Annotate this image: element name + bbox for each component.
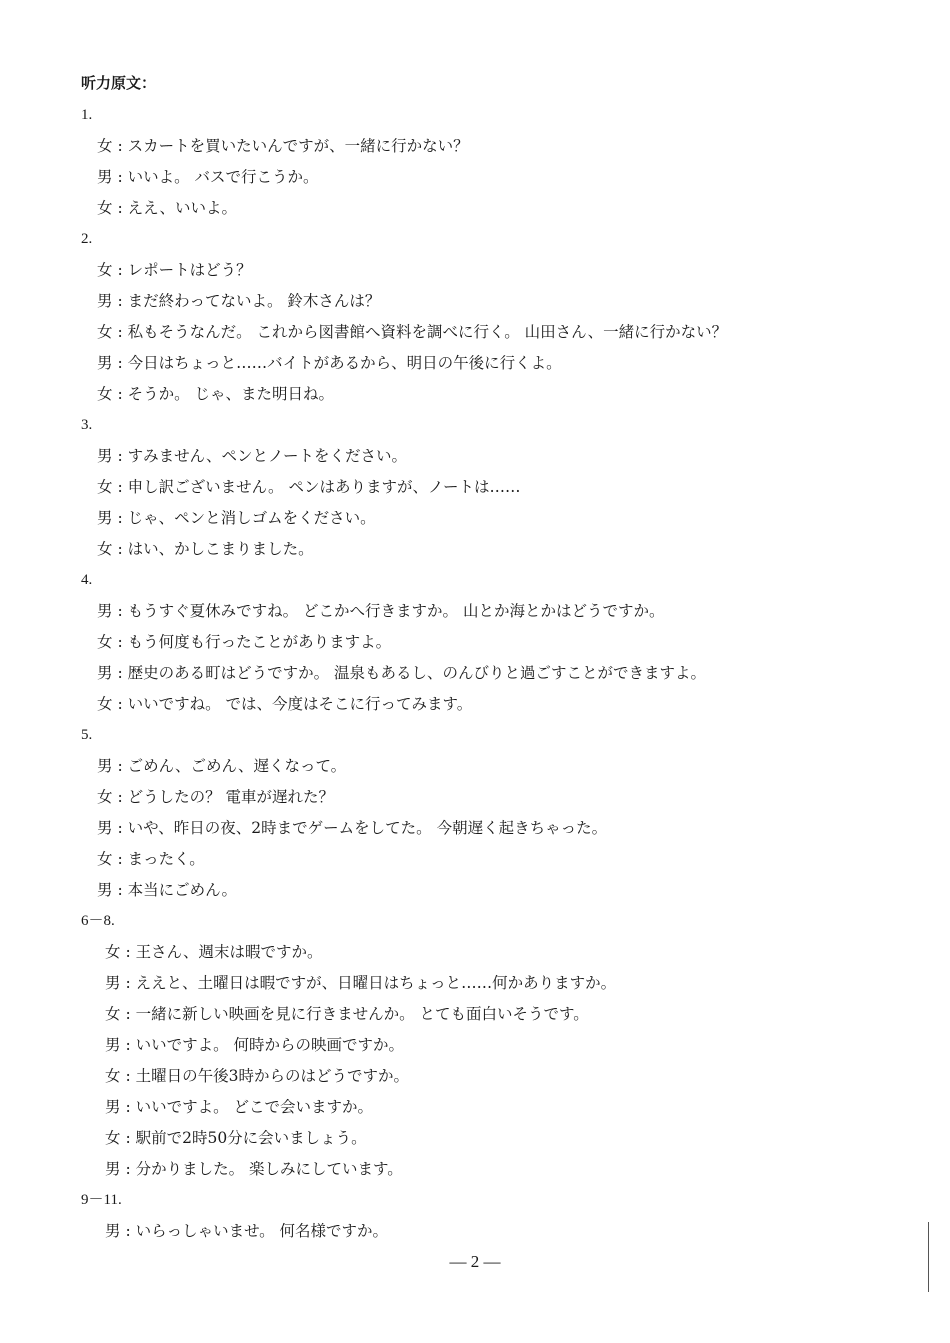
page-number: — 2 —	[449, 1252, 501, 1271]
dialogue-line	[81, 658, 921, 689]
utterance-text: そうか。 じゃ、また明日ね。	[127, 385, 335, 403]
speaker-label: 男 :	[105, 1036, 136, 1054]
dialogue-line	[81, 627, 921, 658]
speaker-label: 男 :	[97, 664, 128, 682]
dialogue-line	[81, 348, 921, 379]
dialogue-line	[81, 472, 921, 503]
speaker-label: 女 :	[97, 540, 128, 558]
speaker-label: 男 :	[97, 602, 128, 620]
utterance-text: 今日はちょっと……バイトがあるから、明日の午後に行くよ。	[127, 354, 562, 372]
utterance-text: もうすぐ夏休みですね。 どこかへ行きますか。 山とか海とかはどうですか。	[127, 602, 665, 620]
dialogue-section	[81, 720, 921, 906]
utterance-text: 土曜日の午後3時からのはどうですか。	[135, 1067, 409, 1085]
binding-margin-mark	[928, 1222, 929, 1292]
dialogue-line	[81, 131, 921, 162]
speaker-label: 女 :	[105, 1067, 136, 1085]
utterance-text: まったく。	[127, 850, 205, 868]
dialogue-line	[81, 317, 921, 348]
dialogue-line	[81, 813, 921, 844]
speaker-label: 女 :	[97, 850, 128, 868]
dialogue-section	[81, 410, 921, 565]
dialogue-line	[81, 875, 921, 906]
speaker-label: 男 :	[105, 1098, 136, 1116]
dialogue-line	[81, 689, 921, 720]
dialogue-line	[81, 379, 921, 410]
speaker-label: 女 :	[97, 323, 128, 341]
speaker-label: 女 :	[105, 943, 136, 961]
dialogue-section	[81, 906, 921, 1185]
dialogue-line	[81, 162, 921, 193]
dialogue-section	[81, 1185, 921, 1247]
dialogue-line	[81, 1092, 921, 1123]
speaker-label: 男 :	[97, 757, 128, 775]
dialogue-line	[81, 751, 921, 782]
speaker-label: 男 :	[97, 819, 128, 837]
dialogue-line	[81, 534, 921, 565]
section-number: 9－11.	[81, 1192, 122, 1208]
speaker-label: 女 :	[97, 199, 128, 217]
dialogue-line	[81, 1123, 921, 1154]
transcript-body	[81, 100, 921, 1247]
utterance-text: ごめん、ごめん、遅くなって。	[127, 757, 347, 775]
speaker-label: 男 :	[105, 1160, 136, 1178]
utterance-text: はい、かしこまりました。	[127, 540, 314, 558]
utterance-text: いいですよ。 何時からの映画ですか。	[135, 1036, 405, 1054]
speaker-label: 男 :	[97, 509, 128, 527]
speaker-label: 男 :	[97, 881, 128, 899]
speaker-label: 男 :	[97, 168, 128, 186]
utterance-text: いいよ。 バスで行こうか。	[127, 168, 319, 186]
dialogue-line	[81, 968, 921, 999]
utterance-text: ええ、いいよ。	[127, 199, 238, 217]
utterance-text: 申し訳ございません。 ペンはありますが、ノートは……	[127, 478, 521, 496]
dialogue-line	[81, 286, 921, 317]
utterance-text: どうしたの？ 電車が遅れた？	[127, 788, 335, 806]
dialogue-line	[81, 782, 921, 813]
section-number: 3.	[81, 417, 93, 433]
dialogue-line	[81, 193, 921, 224]
dialogue-line	[81, 1154, 921, 1185]
utterance-text: 私もそうなんだ。 これから図書館へ資料を調べに行く。 山田さん、一緒に行かない？	[127, 323, 728, 341]
dialogue-line	[81, 999, 921, 1030]
dialogue-line	[81, 1216, 921, 1247]
speaker-label: 男 :	[97, 447, 128, 465]
utterance-text: いいですよ。 どこで会いますか。	[135, 1098, 374, 1116]
section-number: 4.	[81, 572, 93, 588]
dialogue-line	[81, 937, 921, 968]
utterance-text: いらっしゃいませ。 何名様ですか。	[135, 1222, 389, 1240]
utterance-text: 本当にごめん。	[127, 881, 238, 899]
dialogue-line	[81, 255, 921, 286]
speaker-label: 男 :	[97, 354, 128, 372]
dialogue-line	[81, 596, 921, 627]
dialogue-section	[81, 224, 921, 410]
dialogue-line	[81, 441, 921, 472]
dialogue-line	[81, 1061, 921, 1092]
speaker-label: 女 :	[105, 1005, 136, 1023]
dialogue-section	[81, 565, 921, 720]
speaker-label: 女 :	[97, 478, 128, 496]
utterance-text: もう何度も行ったことがありますよ。	[127, 633, 392, 651]
utterance-text: 分かりました。 楽しみにしています。	[135, 1160, 403, 1178]
utterance-text: 駅前で2時50分に会いましょう。	[135, 1129, 367, 1147]
utterance-text: 一緒に新しい映画を見に行きませんか。 とても面白いそうです。	[135, 1005, 589, 1023]
utterance-text: いいですね。 では、今度はそこに行ってみます。	[127, 695, 473, 713]
utterance-text: 歴史のある町はどうですか。 温泉もあるし、のんびりと過ごすことができますよ。	[127, 664, 707, 682]
speaker-label: 女 :	[97, 633, 128, 651]
section-number: 5.	[81, 727, 93, 743]
dialogue-line	[81, 844, 921, 875]
utterance-text: じゃ、ペンと消しゴムをください。	[127, 509, 376, 527]
speaker-label: 男 :	[97, 292, 128, 310]
utterance-text: スカートを買いたいんですが、一緒に行かない？	[127, 137, 469, 155]
speaker-label: 女 :	[97, 788, 128, 806]
speaker-label: 女 :	[97, 385, 128, 403]
dialogue-section	[81, 100, 921, 224]
dialogue-line	[81, 1030, 921, 1061]
speaker-label: 女 :	[105, 1129, 136, 1147]
utterance-text: まだ終わってないよ。 鈴木さんは？	[127, 292, 381, 310]
utterance-text: 王さん、週末は暇ですか。	[135, 943, 323, 961]
speaker-label: 女 :	[97, 137, 128, 155]
section-number: 2.	[81, 231, 93, 247]
section-number: 6－8.	[81, 913, 115, 929]
section-number: 1.	[81, 107, 93, 123]
utterance-text: ええと、土曜日は暇ですが、日曜日はちょっと……何かありますか。	[135, 974, 617, 992]
speaker-label: 女 :	[97, 695, 128, 713]
speaker-label: 男 :	[105, 1222, 136, 1240]
utterance-text: すみません、ペンとノートをください。	[127, 447, 408, 465]
utterance-text: レポートはどう？	[127, 261, 252, 279]
speaker-label: 男 :	[105, 974, 136, 992]
utterance-text: いや、昨日の夜、2時までゲームをしてた。 今朝遅く起きちゃった。	[127, 819, 608, 837]
speaker-label: 女 :	[97, 261, 128, 279]
page-title: 听力原文：	[81, 74, 157, 92]
dialogue-line	[81, 503, 921, 534]
